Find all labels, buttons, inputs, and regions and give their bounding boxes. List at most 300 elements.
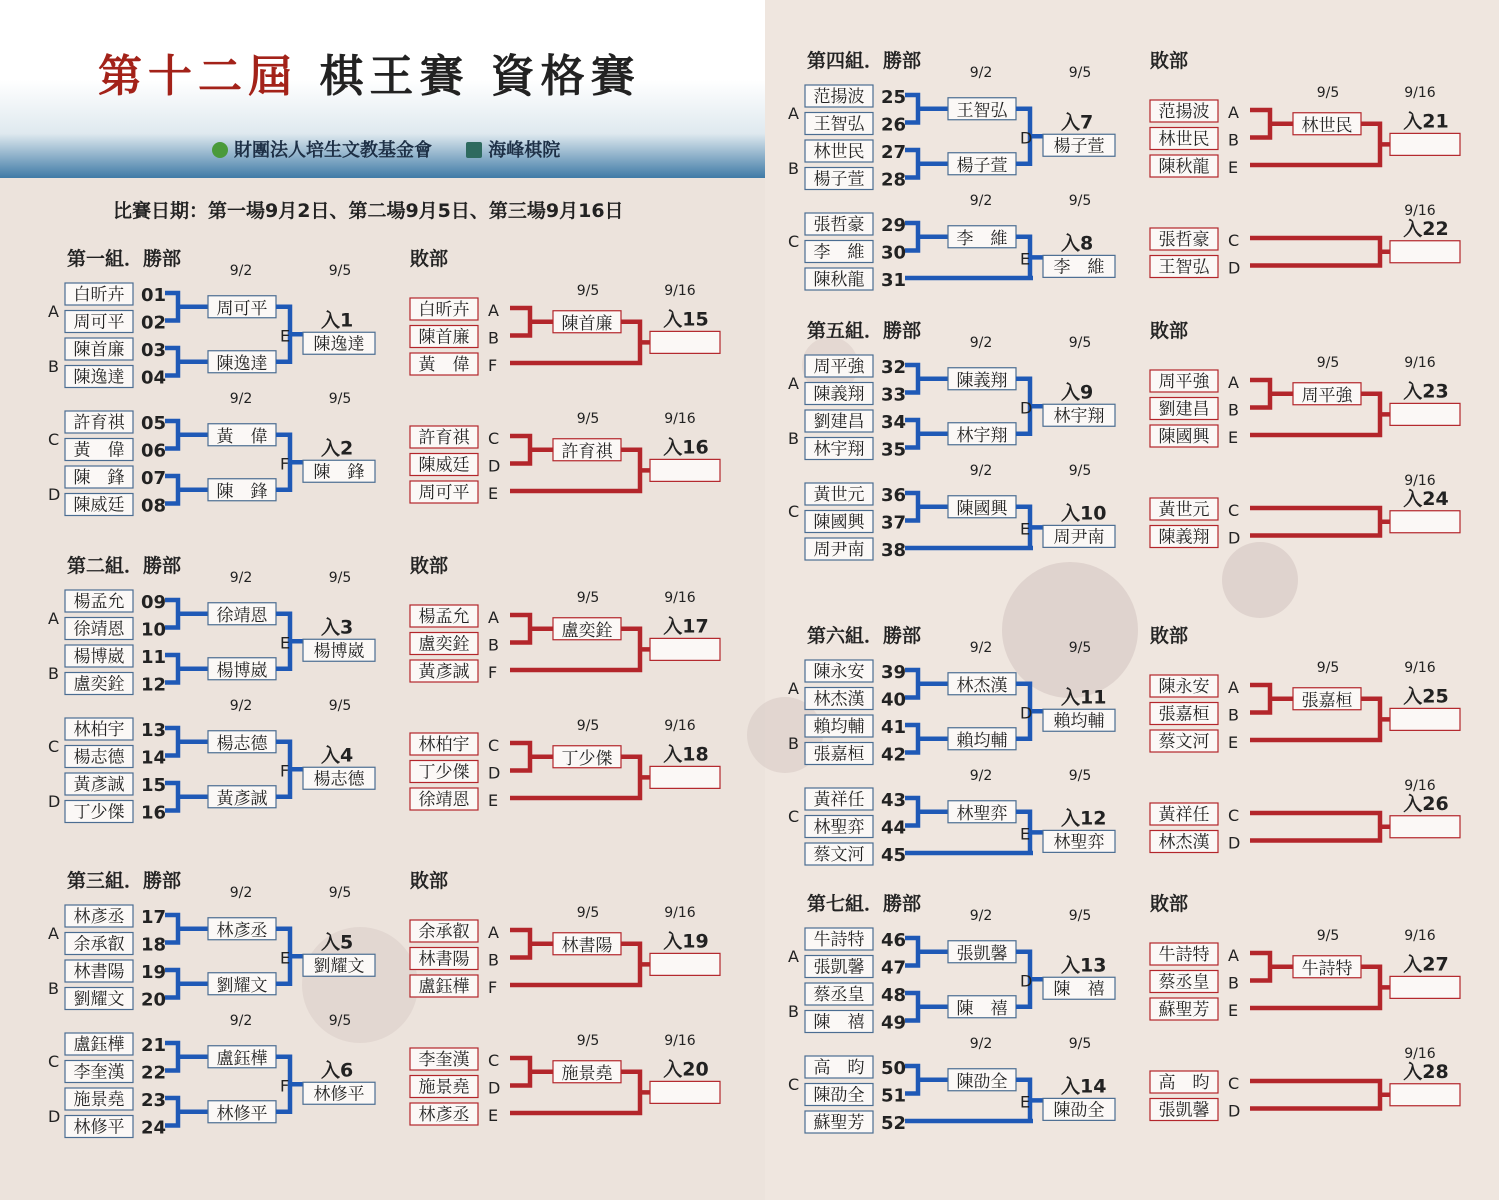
loser-seed-label: A [1228, 946, 1239, 965]
player-name: 張嘉桓 [813, 744, 865, 765]
round1-winner: 楊志德 [216, 733, 268, 754]
seed-number: 33 [881, 384, 907, 406]
losers-qualifier-slot: 入24 [1403, 487, 1449, 510]
loser-player-name: 盧奕銓 [418, 634, 470, 655]
loser-player-name: 陳秋龍 [1158, 157, 1210, 177]
round1-winner: 陳 禧 [956, 998, 1008, 1019]
losers-qualifier-slot: 入23 [1403, 380, 1449, 403]
loser-drop-label: F [280, 761, 290, 781]
qualifier-name: 陳 禧 [1053, 979, 1105, 1000]
loser-player-name: 范揚波 [1158, 102, 1210, 122]
qualifier-slot: 入8 [1061, 232, 1094, 255]
side-label: A [788, 679, 799, 698]
player-name: 范揚波 [813, 87, 865, 107]
losers-qualifier-box [650, 1081, 720, 1103]
round1-date: 9/2 [969, 193, 993, 209]
player-name: 黃彥誠 [73, 775, 125, 795]
bracket-line [165, 915, 178, 943]
loser-player-name: 盧鈺樺 [418, 977, 470, 997]
bracket-line [905, 1066, 918, 1094]
seed-number: 37 [881, 512, 907, 534]
losers-winner: 張嘉桓 [1301, 690, 1353, 711]
losers-line [510, 743, 530, 771]
loser-player-name: 白昕卉 [418, 300, 470, 320]
loser-player-name: 蔡丞皇 [1158, 972, 1210, 993]
loser-seed-label: F [488, 978, 498, 997]
round1-winner: 陳 鋒 [216, 481, 268, 502]
round1-date: 9/2 [229, 391, 253, 407]
round1-date: 9/2 [229, 1013, 253, 1029]
losers-line [510, 308, 530, 336]
side-label: A [48, 302, 59, 321]
player-name: 高 昀 [813, 1058, 865, 1078]
round1-winner: 楊子萱 [956, 155, 1008, 176]
losers-winner: 林世民 [1301, 115, 1353, 136]
loser-player-name: 陳義翔 [1158, 527, 1210, 548]
losers-line [1250, 685, 1270, 713]
seed-number: 02 [141, 312, 167, 334]
loser-drop-label: F [280, 1076, 290, 1096]
bracket-line [165, 970, 178, 998]
seed-number: 44 [881, 817, 907, 839]
bracket-line [905, 420, 918, 448]
player-name: 黃世元 [813, 485, 865, 505]
round2-date: 9/5 [328, 391, 352, 407]
player-name: 李 維 [813, 242, 865, 263]
losers-qualifier-slot: 入15 [663, 308, 709, 331]
loser-player-name: 余承叡 [418, 922, 470, 942]
seed-number: 51 [881, 1085, 907, 1107]
qualifier-slot: 入2 [321, 437, 354, 460]
qualifier-slot: 入12 [1061, 807, 1107, 830]
loser-seed-label: E [1228, 733, 1239, 752]
side-label: D [48, 792, 61, 811]
round1-winner: 黃彥誠 [216, 788, 268, 809]
seed-number: 38 [881, 540, 907, 561]
bracket-line [165, 476, 178, 504]
player-name: 陳逸達 [73, 367, 125, 388]
qualifier-name: 李 維 [1053, 257, 1105, 278]
side-label: A [48, 609, 59, 628]
round1-date: 9/2 [229, 263, 253, 279]
loser-player-name: 陳永安 [1158, 677, 1210, 697]
loser-seed-label: D [488, 1078, 501, 1098]
loser-player-name: 蘇聖芳 [1158, 1000, 1210, 1020]
losers-round2-date: 9/16 [664, 590, 696, 606]
losers-round1-date: 9/5 [576, 283, 600, 299]
loser-player-name: 林書陽 [418, 949, 470, 970]
loser-seed-label: C [488, 736, 500, 755]
losers-qualifier-slot: 入17 [663, 615, 709, 638]
qualifier-name: 林宇翔 [1053, 406, 1105, 427]
losers-qualifier-slot: 入19 [663, 930, 709, 953]
side-label: B [48, 664, 59, 683]
side-label: B [788, 1002, 799, 1021]
player-name: 余承叡 [73, 934, 125, 955]
loser-drop-label: D [1020, 703, 1033, 723]
loser-player-name: 黃彥誠 [418, 662, 470, 682]
player-name: 林杰漢 [813, 689, 865, 710]
round2-date: 9/5 [1068, 768, 1092, 784]
bracket-line [165, 783, 178, 811]
qualifier-slot: 入1 [321, 309, 354, 332]
losers-round2-date: 9/16 [1404, 85, 1436, 101]
side-label: B [48, 979, 59, 998]
seed-number: 47 [881, 957, 907, 979]
title-edition: 第十二屆 [98, 51, 298, 102]
loser-seed-label: B [1228, 973, 1239, 993]
losers-round1-date: 9/5 [1316, 660, 1340, 676]
loser-seed-label: B [1228, 705, 1239, 725]
round1-winner: 楊博崴 [216, 660, 268, 681]
losers-qualifier-slot: 入20 [663, 1058, 709, 1081]
losers-qualifier-slot: 入27 [1403, 953, 1449, 976]
seed-number: 27 [881, 142, 907, 163]
round1-winner: 林聖弈 [956, 803, 1008, 824]
loser-player-name: 張哲豪 [1158, 230, 1210, 250]
loser-player-name: 丁少傑 [418, 762, 470, 783]
losers-qualifier-slot: 入21 [1403, 110, 1449, 133]
seed-number: 16 [141, 802, 167, 824]
seed-number: 10 [141, 619, 167, 641]
loser-player-name: 周平強 [1158, 372, 1210, 392]
losers-round1-date: 9/5 [576, 1033, 600, 1049]
loser-seed-label: B [1228, 400, 1239, 420]
loser-drop-label: E [1020, 519, 1031, 539]
loser-seed-label: A [488, 301, 499, 320]
round1-date: 9/2 [969, 1036, 993, 1052]
losers-line [1250, 238, 1380, 266]
side-label: B [788, 159, 799, 178]
losers-winner: 丁少傑 [561, 748, 613, 769]
qualifier-slot: 入9 [1061, 381, 1094, 404]
loser-player-name: 楊孟允 [418, 607, 470, 627]
losers-round2-date: 9/16 [664, 283, 696, 299]
loser-seed-label: A [1228, 103, 1239, 122]
round1-winner: 林彥丞 [216, 920, 268, 941]
player-name: 丁少傑 [73, 802, 125, 823]
seed-number: 24 [141, 1117, 167, 1139]
player-name: 蘇聖芳 [813, 1113, 865, 1133]
loser-seed-label: D [488, 763, 501, 783]
round2-date: 9/5 [1068, 908, 1092, 924]
seed-number: 13 [141, 720, 167, 741]
round1-winner: 陳義翔 [956, 370, 1008, 391]
qualifier-name: 陳 鋒 [313, 462, 365, 483]
player-name: 周尹南 [813, 540, 865, 560]
loser-player-name: 陳國興 [1158, 427, 1210, 447]
side-label: C [48, 430, 60, 449]
player-name: 許育祺 [73, 413, 125, 433]
seed-number: 08 [141, 495, 167, 517]
bracket-line [165, 655, 178, 683]
player-name: 楊博崴 [73, 647, 125, 667]
qualifier-name: 楊志德 [313, 769, 365, 790]
bracket-line [905, 223, 918, 251]
bracket-line [905, 938, 918, 966]
round1-winner: 林杰漢 [956, 675, 1008, 696]
player-name: 林聖弈 [813, 817, 865, 838]
loser-player-name: 周可平 [418, 483, 470, 503]
loser-seed-label: A [488, 923, 499, 942]
seed-number: 23 [141, 1090, 167, 1111]
player-name: 陳 鋒 [73, 468, 125, 488]
loser-seed-label: B [488, 328, 499, 348]
losers-round2-date: 9/16 [664, 905, 696, 921]
round2-date: 9/5 [328, 885, 352, 901]
losers-round1-date: 9/5 [576, 718, 600, 734]
loser-player-name: 高 昀 [1158, 1073, 1210, 1093]
qualifier-slot: 入3 [321, 616, 354, 639]
round1-winner: 李 維 [956, 228, 1008, 249]
loser-player-name: 李奎漢 [418, 1050, 470, 1070]
seed-number: 28 [881, 169, 907, 191]
player-name: 黃 偉 [73, 440, 125, 461]
loser-seed-label: B [488, 950, 499, 970]
loser-seed-label: D [1228, 1101, 1241, 1121]
bracket-line [905, 95, 918, 123]
group-title: 第七組．勝部 [807, 893, 922, 915]
seed-number: 52 [881, 1113, 907, 1134]
losers-winner: 林書陽 [561, 935, 613, 956]
seed-number: 03 [141, 340, 167, 361]
loser-seed-label: C [1228, 806, 1240, 825]
loser-seed-label: E [1228, 158, 1239, 177]
losers-qualifier-slot: 入22 [1403, 217, 1449, 240]
player-name: 蔡丞皇 [813, 985, 865, 1005]
round1-date: 9/2 [969, 768, 993, 784]
player-name: 周可平 [73, 312, 125, 333]
losers-title: 敗部 [410, 870, 449, 892]
loser-drop-label: E [1020, 249, 1031, 269]
losers-round1-date: 9/5 [576, 411, 600, 427]
side-label: B [48, 357, 59, 376]
loser-seed-label: E [1228, 428, 1239, 447]
loser-drop-label: D [1020, 971, 1033, 991]
seed-number: 32 [881, 357, 907, 378]
player-name: 楊志德 [73, 747, 125, 768]
bracket-line [165, 421, 178, 449]
loser-player-name: 林世民 [1158, 129, 1210, 150]
losers-round2-date: 9/16 [1404, 203, 1436, 219]
player-name: 張哲豪 [813, 215, 865, 235]
loser-drop-label: E [280, 326, 291, 346]
seed-number: 46 [881, 930, 907, 951]
losers-winner: 周平強 [1301, 385, 1353, 406]
loser-seed-label: C [1228, 1074, 1240, 1093]
seed-number: 19 [141, 962, 167, 983]
player-name: 王智弘 [813, 114, 865, 135]
loser-player-name: 陳威廷 [418, 455, 470, 476]
qualifier-slot: 入7 [1061, 111, 1094, 134]
round2-date: 9/5 [328, 570, 352, 586]
losers-round1-date: 9/5 [576, 590, 600, 606]
player-name: 盧鈺樺 [73, 1035, 125, 1055]
bracket-line [165, 348, 178, 376]
bracket-line [165, 728, 178, 756]
player-name: 林宇翔 [813, 439, 865, 460]
player-name: 黃祥任 [813, 790, 865, 810]
loser-seed-label: F [488, 356, 498, 375]
side-label: C [788, 807, 800, 826]
seed-number: 35 [881, 439, 907, 461]
round1-winner: 黃 偉 [216, 426, 268, 447]
loser-drop-label: F [280, 454, 290, 474]
seed-number: 20 [141, 989, 167, 1011]
round2-date: 9/5 [1068, 65, 1092, 81]
round2-date: 9/5 [328, 698, 352, 714]
losers-qualifier-box [1390, 241, 1460, 263]
losers-title: 敗部 [410, 555, 449, 577]
player-name: 陳國興 [813, 512, 865, 533]
seed-number: 30 [881, 242, 907, 264]
round2-date: 9/5 [1068, 335, 1092, 351]
qualifier-name: 賴均輔 [1053, 711, 1105, 732]
player-name: 林柏宇 [73, 720, 125, 740]
losers-round2-date: 9/16 [664, 411, 696, 427]
seed-number: 31 [881, 270, 907, 291]
seed-number: 36 [881, 485, 907, 506]
loser-player-name: 林柏宇 [418, 735, 470, 755]
losers-title: 敗部 [1150, 50, 1189, 72]
seed-number: 49 [881, 1012, 907, 1034]
loser-seed-label: D [1228, 833, 1241, 853]
player-name: 徐靖恩 [73, 619, 125, 640]
round1-winner: 劉耀文 [216, 975, 268, 996]
loser-player-name: 張嘉桓 [1158, 704, 1210, 725]
loser-drop-label: D [1020, 398, 1033, 418]
player-name: 楊子萱 [813, 169, 865, 190]
losers-line [1250, 380, 1270, 408]
round2-date: 9/5 [1068, 193, 1092, 209]
seed-number: 22 [141, 1062, 167, 1084]
seed-number: 01 [141, 285, 167, 306]
qualifier-name: 劉耀文 [313, 956, 365, 977]
losers-qualifier-box [1390, 976, 1460, 998]
bracket-line [165, 293, 178, 321]
losers-round1-date: 9/5 [1316, 928, 1340, 944]
loser-player-name: 黃世元 [1158, 500, 1210, 520]
player-name: 陳首廉 [73, 340, 125, 360]
losers-line [1250, 508, 1380, 536]
qualifier-slot: 入10 [1061, 502, 1107, 525]
loser-player-name: 林彥丞 [418, 1105, 470, 1125]
round1-winner: 賴均輔 [956, 730, 1008, 751]
seed-number: 29 [881, 215, 907, 236]
round1-date: 9/2 [969, 463, 993, 479]
side-label: C [788, 502, 800, 521]
losers-qualifier-slot: 入28 [1403, 1060, 1449, 1083]
qualifier-slot: 入4 [321, 744, 354, 767]
org-academy: 海峰棋院 [466, 140, 560, 161]
losers-winner: 施景堯 [561, 1063, 613, 1084]
loser-seed-label: B [1228, 130, 1239, 150]
loser-drop-label: E [1020, 1092, 1031, 1112]
loser-drop-label: D [1020, 128, 1033, 148]
group-title: 第二組．勝部 [67, 555, 182, 577]
seed-number: 41 [881, 717, 907, 738]
loser-player-name: 徐靖恩 [418, 790, 470, 810]
seed-number: 17 [141, 907, 167, 928]
round1-winner: 徐靖恩 [216, 605, 268, 626]
player-name: 張凱馨 [813, 957, 865, 978]
player-name: 施景堯 [73, 1090, 125, 1110]
loser-seed-label: C [1228, 231, 1240, 250]
seed-number: 14 [141, 747, 167, 769]
losers-round2-date: 9/16 [1404, 778, 1436, 794]
side-label: D [48, 485, 61, 504]
round1-date: 9/2 [229, 570, 253, 586]
losers-round1-date: 9/5 [1316, 85, 1340, 101]
match-dates: 比賽日期：第一場9月2日、第二場9月5日、第三場9月16日 [113, 200, 624, 222]
round1-date: 9/2 [969, 65, 993, 81]
player-name: 蔡文河 [813, 845, 865, 865]
round1-date: 9/2 [969, 908, 993, 924]
group-title: 第六組．勝部 [807, 625, 922, 647]
bracket-line [905, 798, 918, 826]
player-name: 陳義翔 [813, 384, 865, 405]
bracket-line [905, 365, 918, 393]
player-name: 林書陽 [73, 962, 125, 982]
side-label: C [788, 232, 800, 251]
qualifier-name: 陳劭全 [1053, 1100, 1105, 1121]
player-name: 牛詩特 [813, 930, 865, 950]
seed-number: 12 [141, 674, 167, 696]
qualifier-name: 陳逸達 [313, 334, 365, 355]
losers-line [510, 1058, 530, 1086]
losers-qualifier-box [650, 766, 720, 788]
bracket-line [905, 150, 918, 178]
loser-seed-label: D [1228, 258, 1241, 278]
loser-seed-label: C [488, 1051, 500, 1070]
group-title: 第一組．勝部 [67, 248, 182, 270]
group-title: 第三組．勝部 [67, 870, 182, 892]
losers-line [1250, 1081, 1380, 1109]
player-name: 李奎漢 [73, 1062, 125, 1083]
player-name: 盧奕銓 [73, 674, 125, 695]
round1-winner: 周可平 [216, 298, 268, 319]
loser-drop-label: E [1020, 824, 1031, 844]
round1-date: 9/2 [969, 640, 993, 656]
qualifier-name: 林修平 [313, 1084, 365, 1105]
loser-seed-label: F [488, 663, 498, 682]
losers-round2-date: 9/16 [1404, 1046, 1436, 1062]
loser-player-name: 黃祥任 [1158, 805, 1210, 825]
player-name: 陳秋龍 [813, 270, 865, 290]
side-label: C [48, 737, 60, 756]
loser-player-name: 林杰漢 [1158, 832, 1210, 853]
loser-player-name: 黃 偉 [418, 355, 470, 375]
loser-player-name: 施景堯 [418, 1077, 470, 1098]
round1-winner: 陳國興 [956, 498, 1008, 519]
player-name: 陳劭全 [813, 1085, 865, 1106]
seed-number: 50 [881, 1058, 907, 1079]
seed-number: 21 [141, 1035, 167, 1056]
loser-seed-label: C [1228, 501, 1240, 520]
seed-number: 26 [881, 114, 907, 136]
loser-drop-label: E [280, 633, 291, 653]
qualifier-name: 楊子萱 [1053, 136, 1105, 157]
seed-number: 15 [141, 775, 167, 796]
player-name: 周平強 [813, 357, 865, 377]
round2-date: 9/5 [1068, 463, 1092, 479]
losers-line [510, 436, 530, 464]
seed-number: 25 [881, 87, 907, 108]
losers-round2-date: 9/16 [1404, 473, 1436, 489]
losers-qualifier-box [1390, 403, 1460, 425]
losers-round2-date: 9/16 [664, 1033, 696, 1049]
round2-date: 9/5 [1068, 640, 1092, 656]
